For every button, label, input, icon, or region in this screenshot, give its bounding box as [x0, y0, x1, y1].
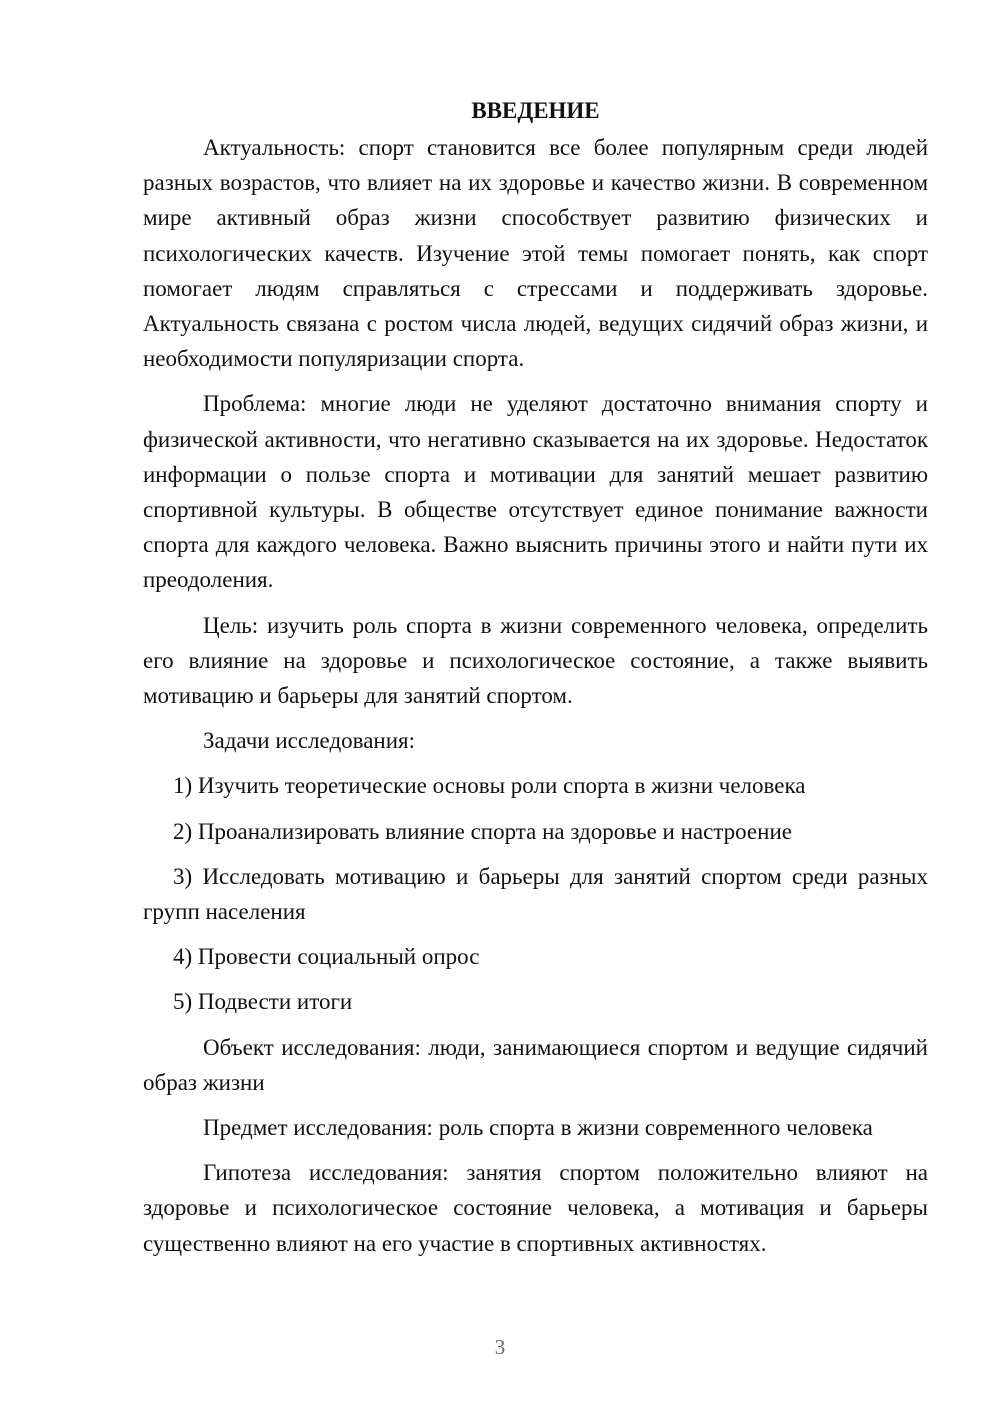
- paragraph-object: Объект исследования: люди, занимающиеся спортом и ведущие сидячий образ жизни: [143, 1034, 928, 1095]
- document-body: [143, 93, 928, 1271]
- paragraph-relevance: Актуальность: спорт становится все более популярным среди людей разных возрастов, что влияет на их здоровье и качество жизни. В современном мире активный образ жизни способствует развитию физических и психологических качеств. Изучение этой темы помогает понять, как спорт помогает людям справляться с стрессами и поддерживать здоровье. Актуальность связана с ростом числа людей, ведущих сидячий образ жизни, и необходимости популяризации спорта.: [143, 135, 928, 372]
- section-heading: ВВЕДЕНИЕ: [471, 98, 600, 123]
- paragraph-problem: Проблема: многие люди не уделяют достаточно внимания спорту и физической активности, что негативно сказывается на их здоровье. Недостаток информации о пользе спорта и мотивации для занятий мешает развитию спортивной культуры. В обществе отсутствует единое понимание важности спорта для каждого человека. Важно выяснить причины этого и найти пути их преодоления.: [143, 391, 928, 593]
- task-item-2: 2) Проанализировать влияние спорта на здоровье и настроение: [173, 818, 792, 844]
- page-number: 3: [494, 1335, 506, 1359]
- task-item-3: 3) Исследовать мотивацию и барьеры для занятий спортом среди разных групп населения: [143, 863, 928, 925]
- task-item-5: 5) Подвести итоги: [173, 989, 353, 1015]
- paragraph-goal: Цель: изучить роль спорта в жизни современного человека, определить его влияние на здоровье и психологическое состояние, а также выявить мотивацию и барьеры для занятий спортом.: [143, 612, 928, 709]
- task-item-1: 1) Изучить теоретические основы роли спорта в жизни человека: [173, 773, 806, 799]
- paragraph-subject: Предмет исследования: роль спорта в жизни современного человека: [203, 1115, 873, 1141]
- paragraph-hypothesis: Гипотеза исследования: занятия спортом положительно влияют на здоровье и психологическое состояние человека, а мотивация и барьеры существенно влияют на его участие в спортивных активностях.: [143, 1160, 928, 1256]
- tasks-title: Задачи исследования:: [203, 728, 416, 754]
- task-item-4: 4) Провести социальный опрос: [173, 944, 480, 970]
